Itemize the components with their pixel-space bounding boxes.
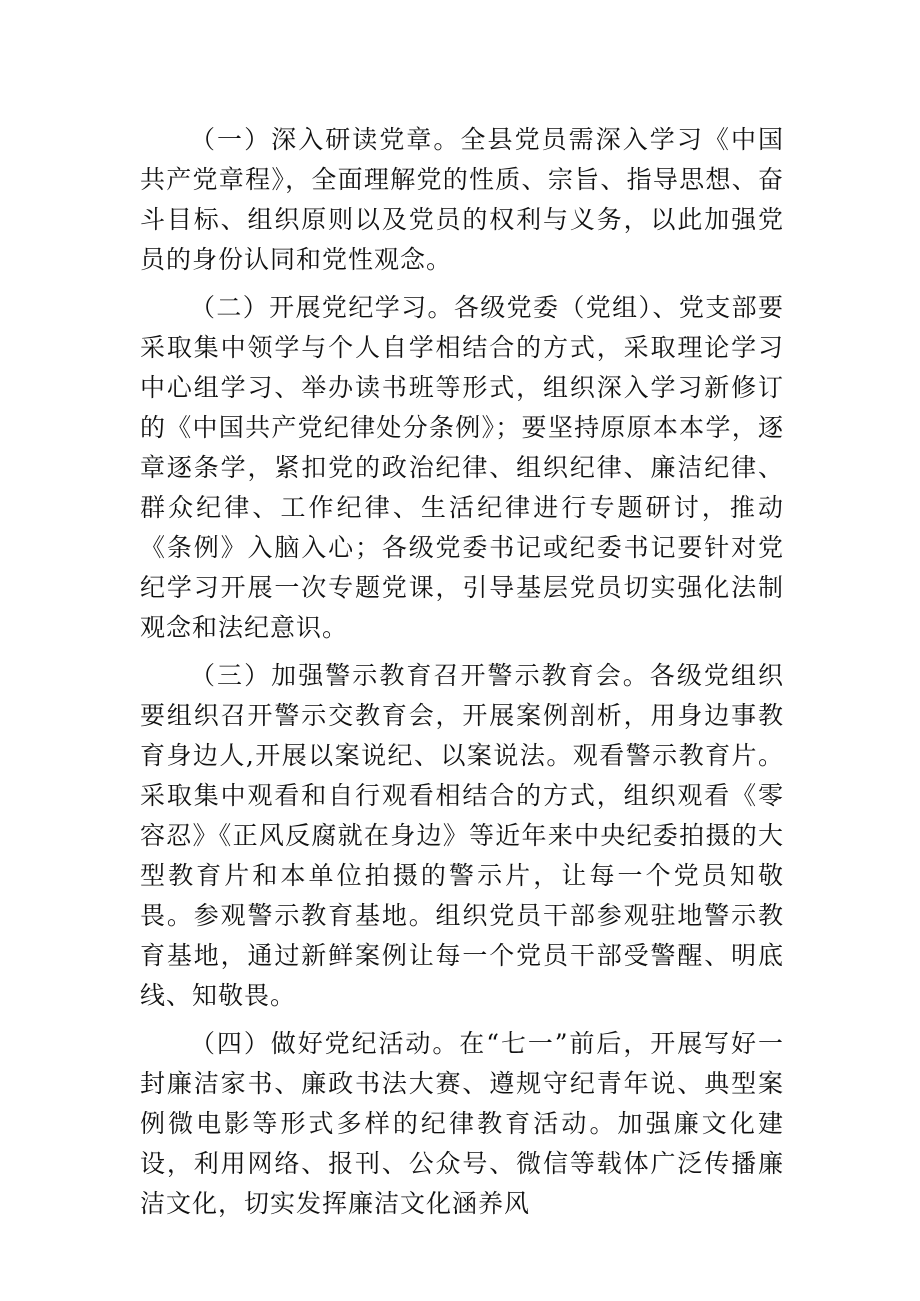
paragraph-study-party-constitution: （一）深入研读党章。全县党员需深入学习《中国共产党章程》，全面理解党的性质、宗旨、指导思想、奋斗目标、组织原则以及党员的权利与义务，以此加强党员的身份认同和党性观念。 [140,125,784,274]
paragraph-party-discipline-study: （二）开展党纪学习。各级党委（党组）、党支部要采取集中领学与个人自学相结合的方式，采取理论学习中心组学习、举办读书班等形式，组织深入学习新修订的《中国共产党纪律处分条例》；要坚持原原本本学，逐章逐条学，紧扣党的政治纪律、组织纪律、廉洁纪律、群众纪律、工作纪律、生活纪律进行专题研讨，推动《条例》入脑入心；各级党委书记或纪委书记要针对党纪学习开展一次专题党课，引导基层党员切实强化法制观念和法纪意识。 [140,293,784,642]
paragraph-warning-education: （三）加强警示教育召开警示教育会。各级党组织要组织召开警示交教育会，开展案例剖析，用身边事教育身边人,开展以案说纪、以案说法。观看警示教育片。采取集中观看和自行观看相结合的方式，组织观看《零容忍》《正风反腐就在身边》等近年来中央纪委拍摄的大型教育片和本单位拍摄的警示片，让每一个党员知敬畏。参观警示教育基地。组织党员干部参观驻地警示教育基地，通过新鲜案例让每一个党员干部受警醒、明底线、知敬畏。 [140,661,784,1010]
paragraph-discipline-activities: （四）做好党纪活动。在“七一”前后，开展写好一封廉洁家书、廉政书法大赛、遵规守纪青年说、典型案例微电影等形式多样的纪律教育活动。加强廉文化建设，利用网络、报刊、公众号、微信等载体广泛传播廉洁文化，切实发挥廉洁文化涵养风 [140,1029,784,1218]
